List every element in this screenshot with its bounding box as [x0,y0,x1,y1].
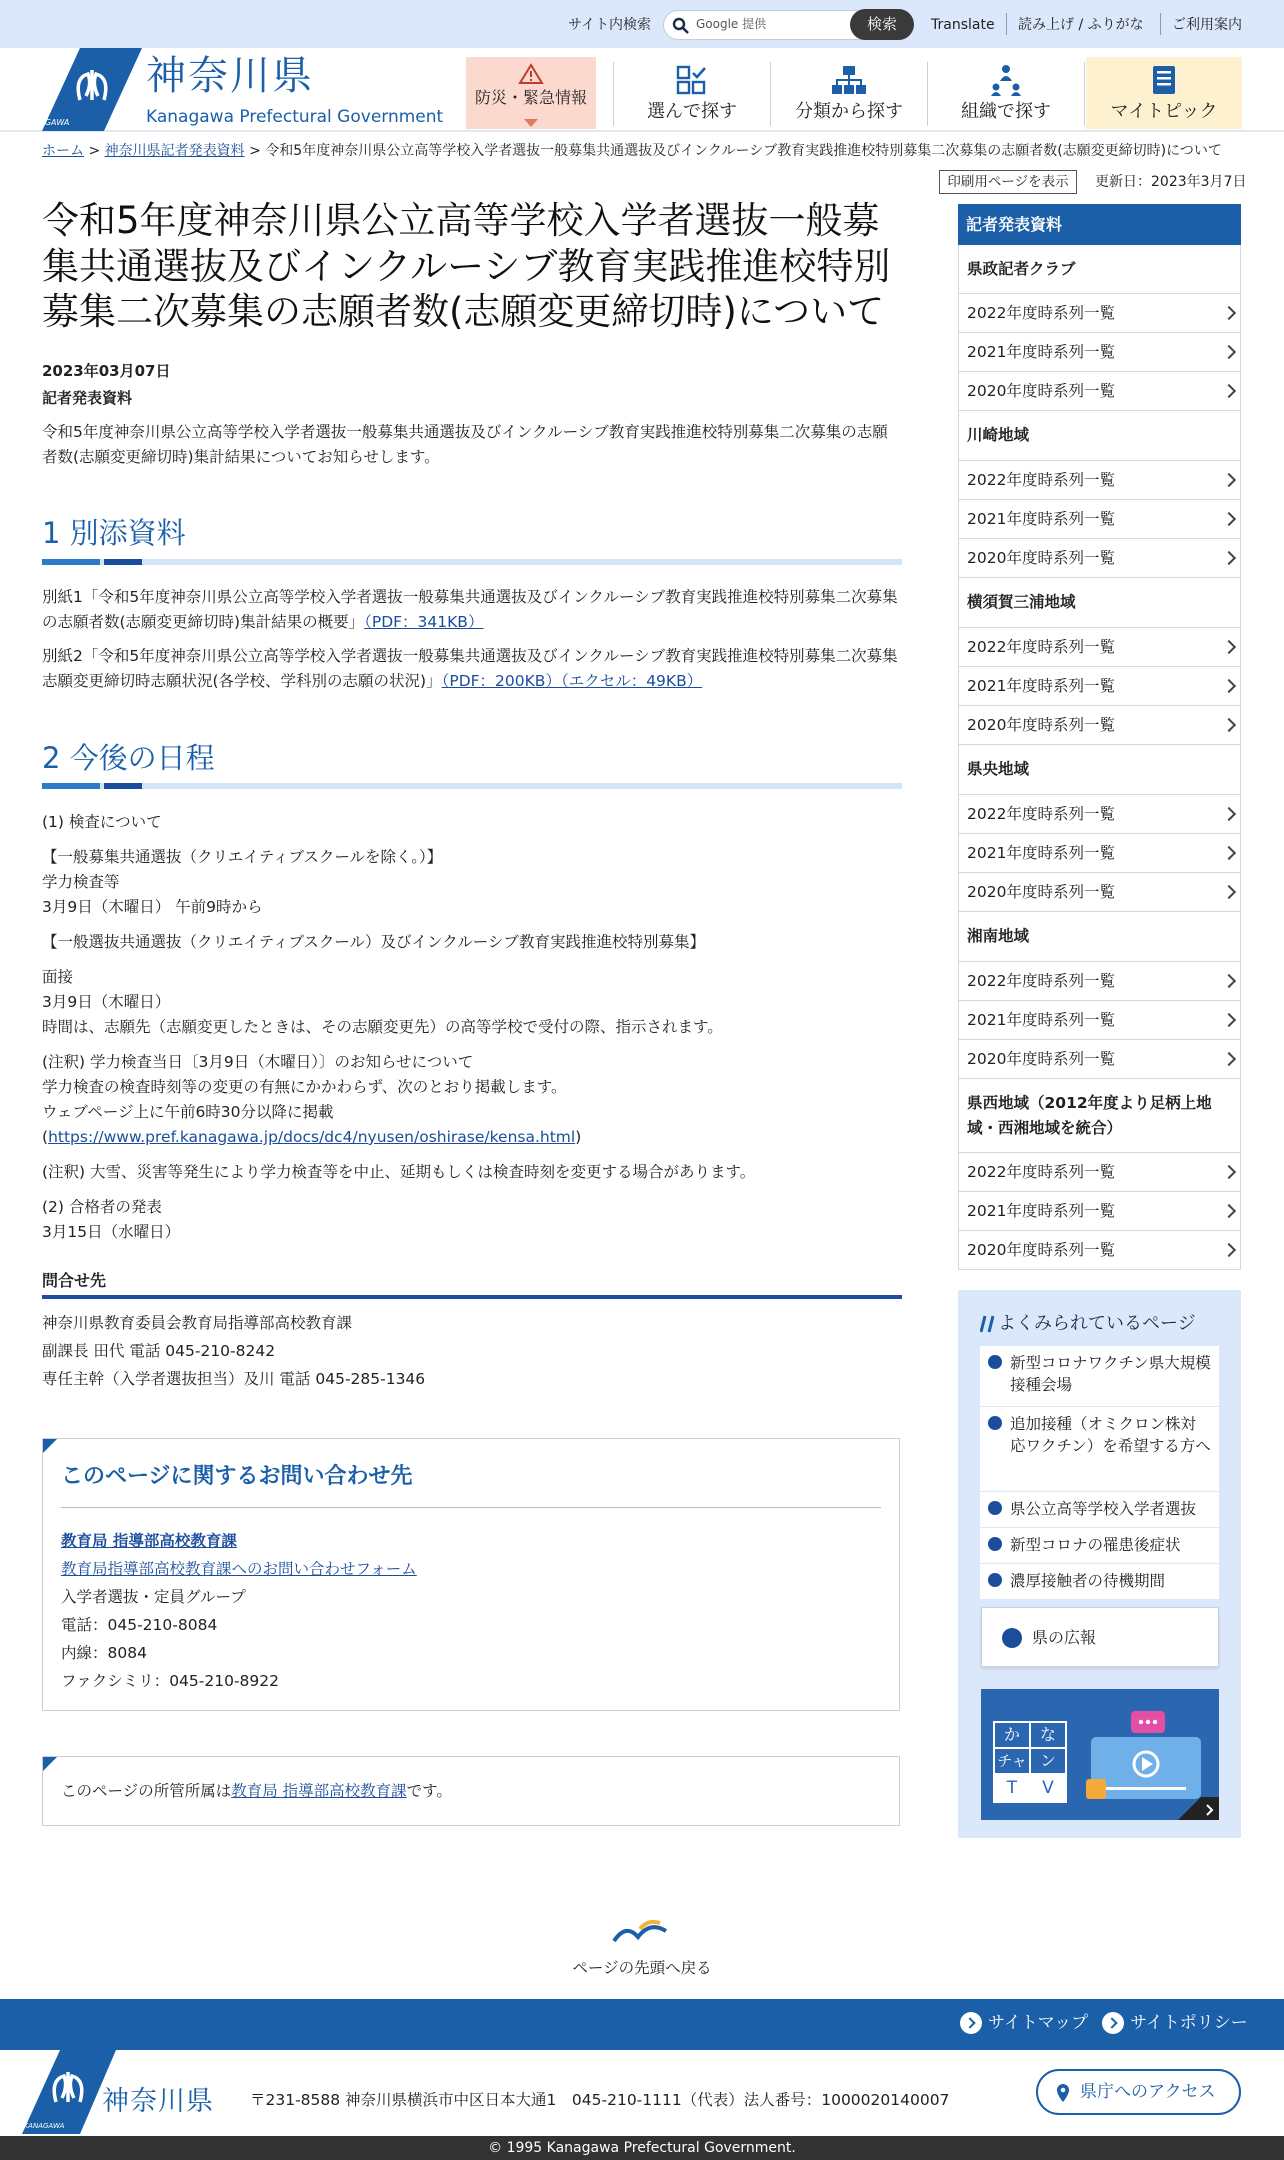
attachment-2-text: 別紙2「令和5年度神奈川県公立高等学校入学者選抜一般募集共通選抜及びインクルーシブ教育実践推進校特別募集二次募集志願変更締切時志願状況(各学校、学科別の志願の状況)」 [42,647,898,690]
hierarchy-icon [831,65,867,95]
search-placeholder: Google 提供 [696,17,767,31]
sidebar-item-label: 2021年度時系列一覧 [967,1010,1115,1029]
chevron-right-icon [1222,718,1236,732]
sidebar-item[interactable] [958,333,1241,372]
nav-mytopic-label: マイトピック [1110,101,1218,123]
schedule-line: 【一般選抜共通選抜（クリエイティブスクール）及びインクルーシブ教育実践推進校特別募集】 [42,933,705,951]
popular-item[interactable] [980,1492,1219,1527]
schedule-line: 学力検査の検査時刻等の変更の有無にかかわらず、次のとおり掲載します。 [42,1078,567,1096]
owner-box [42,1756,900,1826]
sidebar-item-label: 2022年度時系列一覧 [967,637,1115,656]
schedule-line: 3月15日（水曜日） [42,1223,181,1241]
sidebar-category[interactable]: 県政記者クラブ [958,245,1241,294]
exam-notice-link[interactable]: https://www.pref.kanagawa.jp/docs/dc4/nyusen/oshirase/kensa.html [48,1128,576,1146]
caret-down-icon [524,119,538,127]
sidebar-item-label: 2022年度時系列一覧 [967,470,1115,489]
breadcrumb-separator: > [244,143,266,159]
breadcrumb-current: 令和5年度神奈川県公立高等学校入学者選抜一般募集共通選抜及びインクルーシブ教育実践推進校特別募集二次募集の志願者数(志願変更締切時)について [265,143,1222,159]
schedule-line: (2) 合格者の発表 [42,1198,162,1216]
sidebar-item[interactable] [958,500,1241,539]
arrow-circle-icon [988,1501,1002,1515]
footer-logo-text: 神奈川県 [102,2086,214,2117]
chevron-right-icon [1222,640,1236,654]
nav-emergency[interactable] [466,57,596,129]
divider [1160,13,1161,35]
chevron-right-icon [1222,306,1236,320]
video-player-illustration [1081,1709,1211,1809]
article-type: 記者発表資料 [42,389,133,407]
sidebar-item[interactable] [958,539,1241,578]
logo-jp[interactable]: 神奈川県 [146,53,314,99]
popular-item-label: 新型コロナワクチン県大規模接種会場 [1010,1354,1211,1395]
attachment-2 [42,644,902,694]
schedule-line: 3月9日（木曜日） [42,993,171,1011]
guide-link[interactable]: ご利用案内 [1172,17,1242,33]
seagull-icon[interactable] [610,1915,670,1949]
print-button[interactable]: 印刷用ページを表示 [939,170,1077,194]
corner-arrow-icon [1177,1797,1219,1820]
contact-box [42,1438,900,1711]
document-list-icon [1150,64,1178,96]
sidebar-item-label: 2022年度時系列一覧 [967,1162,1115,1181]
sidebar-item-label: 2020年度時系列一覧 [967,882,1115,901]
sidebar-item[interactable] [958,667,1241,706]
chevron-right-icon [1222,384,1236,398]
breadcrumb [42,140,1222,162]
inquiry-line: 副課長 田代 電話 045-210-8242 [42,1342,276,1360]
paren: ( [42,1128,49,1146]
nav-emergency-label: 防災・緊急情報 [474,88,587,107]
schedule-line: 【一般募集共通選抜（クリエイティブスクールを除く。）】 [42,848,443,866]
contact-dept-link[interactable]: 教育局 指導部高校教育課 [61,1532,237,1550]
site-policy-label: サイトポリシー [1130,2013,1248,2033]
heading-underline [42,783,902,789]
sidebar-item-label: 2020年度時系列一覧 [967,715,1115,734]
divider [1006,13,1007,35]
arrow-circle-icon [988,1573,1002,1587]
sidebar-item-label: 2020年度時系列一覧 [967,1240,1115,1259]
schedule-line: 面接 [42,968,74,986]
chevron-right-icon [1222,1013,1236,1027]
sidebar-item[interactable] [958,1231,1241,1270]
chevron-right-icon [1222,345,1236,359]
kanachan-char: チャ [995,1749,1029,1773]
translate-link[interactable]: Translate [931,17,995,33]
section-heading-schedule: 2 今後の日程 [42,741,215,775]
site-search-label: サイト内検索 [568,17,652,33]
chevron-right-icon [1222,807,1236,821]
sidebar-item[interactable] [958,1040,1241,1079]
heading-underline [42,559,902,565]
koho-label: 県の広報 [1032,1628,1097,1647]
popular-item-label: 新型コロナの罹患後症状 [1010,1536,1181,1554]
sidebar-heading: 記者発表資料 [958,204,1241,245]
sidebar-item-label: 2020年度時系列一覧 [967,1049,1115,1068]
popular-item[interactable] [980,1346,1219,1406]
nav-category-label: 分類から探す [795,101,903,123]
nav-organization[interactable] [928,57,1084,129]
organization-icon [990,64,1022,96]
corner-mark [43,1757,57,1771]
owner-text [61,1779,452,1804]
copyright: © 1995 Kanagawa Prefectural Government. [0,2136,1284,2160]
arrow-circle-icon [960,2012,982,2034]
contact-phone: 電話：045-210-8084 [61,1616,218,1634]
kanachan-char: ン [1031,1749,1065,1773]
schedule-line: 学力検査等 [42,873,120,891]
popular-item[interactable] [980,1407,1219,1491]
sidebar-category[interactable]: 川崎地域 [958,411,1241,461]
inquiry-line: 神奈川県教育委員会教育局指導部高校教育課 [42,1314,353,1332]
sidebar-category[interactable]: 県西地域（2012年度より足柄上地域・西湘地域を統合） [958,1079,1241,1153]
inquiry-line: 専任主幹（入学者選抜担当）及川 電話 045-285-1346 [42,1370,426,1388]
sidebar-item[interactable] [958,1001,1241,1040]
sidebar-item[interactable] [958,1192,1241,1231]
sidebar-item[interactable] [958,834,1241,873]
sidebar-category[interactable]: 県央地域 [958,745,1241,795]
sidebar-item-label: 2021年度時系列一覧 [967,1201,1115,1220]
schedule-line: (注釈) 大雪、災害等発生により学力検査等を中止、延期もしくは検査時刻を変更する場合があります。 [42,1163,756,1181]
read-aloud-link[interactable]: 読み上げ / ふりがな [1018,17,1144,33]
nav-mytopic[interactable] [1086,57,1242,129]
section-heading-attachments: 1 別添資料 [42,516,186,550]
arrow-circle-icon [1002,1628,1022,1648]
updated-date: 更新日：2023年3月7日 [1095,174,1247,190]
schedule-line: 3月9日（木曜日） 午前9時から [42,898,263,916]
chevron-right-icon [1222,846,1236,860]
arrow-circle-icon [1102,2012,1124,2034]
chevron-right-icon [1222,885,1236,899]
chevron-right-icon [1222,1165,1236,1179]
sidebar-category[interactable]: 横須賀三浦地域 [958,578,1241,628]
popular-item[interactable] [980,1564,1219,1599]
kanachan-tv-banner[interactable] [981,1689,1219,1820]
sidebar-item[interactable] [958,706,1241,745]
corner-mark [43,1439,57,1453]
nav-choose-label: 選んで探す [647,101,737,123]
schedule-line: (1) 検査について [42,813,162,831]
contact-form-link[interactable]: 教育局指導部高校教育課へのお問い合わせフォーム [61,1560,417,1578]
attachment-1 [42,585,902,635]
contact-title: このページに関するお問い合わせ先 [61,1464,413,1489]
kanachan-char: T [1006,1778,1018,1798]
sidebar-item-label: 2020年度時系列一覧 [967,548,1115,567]
sidebar-item[interactable] [958,461,1241,500]
sidebar-item-label: 2021年度時系列一覧 [967,676,1115,695]
popular-title: よくみられているページ [998,1313,1196,1334]
paren: ) [575,1128,582,1146]
double-slash-icon [980,1314,996,1334]
contact-divider [61,1507,881,1508]
schedule-line: (注釈) 学力検査当日〔3月9日（木曜日）〕のお知らせについて [42,1053,474,1071]
popular-item-label: 濃厚接触者の待機期間 [1010,1572,1166,1590]
logo-en[interactable]: Kanagawa Prefectural Government [146,107,444,127]
breadcrumb-home[interactable]: ホーム [42,143,84,159]
schedule-url-line [42,1125,902,1150]
nav-choose[interactable] [614,57,770,129]
sidebar-item-label: 2020年度時系列一覧 [967,381,1115,400]
page-title: 令和5年度神奈川県公立高等学校入学者選抜一般募集共通選抜及びインクルーシブ教育実践推進校特別募集二次募集の志願者数(志願変更締切時)について [42,199,891,333]
intro-text: 令和5年度神奈川県公立高等学校入学者選抜一般募集共通選抜及びインクルーシブ教育実践推進校特別募集二次募集の志願者数(志願変更締切時)集計結果についてお知らせします。 [42,423,888,466]
site-policy-link[interactable] [1102,2010,1248,2037]
sidebar-item[interactable] [958,962,1241,1001]
chevron-right-icon [1222,473,1236,487]
sitemap-link[interactable] [960,2010,1088,2037]
sidebar-item[interactable] [958,1153,1241,1192]
access-button[interactable] [1036,2069,1241,2115]
page-top-link[interactable]: ページの先頭へ戻る [572,1959,712,1977]
chevron-right-icon [1222,1204,1236,1218]
footer-link-bar [0,1999,1284,2050]
schedule-line: ウェブページ上に午前6時30分以降に掲載 [42,1103,334,1121]
footer-address: 〒231-8588 神奈川県横浜市中区日本大通1 045-210-1111（代表）法人番号：1000020140007 [250,2091,950,2109]
search-icon [672,17,690,35]
kanachan-char: か [995,1723,1029,1747]
chevron-right-icon [1222,1243,1236,1257]
sidebar-item[interactable] [958,795,1241,834]
sidebar-item-label: 2022年度時系列一覧 [967,971,1115,990]
sidebar-category[interactable]: 湘南地域 [958,912,1241,962]
chevron-right-icon [1222,1052,1236,1066]
kanachan-char: V [1042,1778,1054,1798]
contact-fax: ファクシミリ：045-210-8922 [61,1672,279,1690]
sidebar-item[interactable] [958,628,1241,667]
sidebar-item[interactable] [958,372,1241,411]
popular-item-label: 追加接種（オミクロン株対応ワクチン）を希望する方へ [1010,1415,1211,1456]
attachment-2-links[interactable]: （PDF：200KB）（エクセル：49KB） [441,671,703,690]
arrow-circle-icon [988,1416,1002,1430]
map-pin-icon [1055,2083,1071,2103]
grid-check-icon [676,65,708,95]
owner-dept-link[interactable]: 教育局 指導部高校教育課 [231,1782,407,1800]
sidebar-item-label: 2021年度時系列一覧 [967,843,1115,862]
footer-logo-small-text: KANAGAWA [23,2122,65,2130]
sidebar-item[interactable] [958,873,1241,912]
kanachan-logo-block [993,1721,1067,1803]
search-button[interactable]: 検索 [850,9,914,40]
utility-bar [0,0,1284,48]
chevron-right-icon [1222,974,1236,988]
arrow-circle-icon [988,1537,1002,1551]
inquiry-heading: 問合せ先 [42,1271,107,1290]
breadcrumb-separator: > [84,143,105,159]
publish-date: 2023年03月07日 [42,362,171,380]
contact-group: 入学者選抜・定員グループ [61,1588,246,1606]
popular-item-label: 県公立高等学校入学者選抜 [1010,1500,1197,1518]
sitemap-label: サイトマップ [988,2013,1089,2033]
chevron-right-icon [1222,551,1236,565]
sidebar-item-label: 2022年度時系列一覧 [967,804,1115,823]
popular-item[interactable] [980,1528,1219,1563]
kanachan-char: な [1031,1723,1065,1747]
nav-category[interactable] [771,57,927,129]
nav-organization-label: 組織で探す [961,101,1051,123]
logo-small-text: KANAGAWA [22,118,70,127]
attachment-1-text: 別紙1「令和5年度神奈川県公立高等学校入学者選抜一般募集共通選抜及びインクルーシブ教育実践推進校特別募集二次募集の志願者数(志願変更締切時)集計結果の概要」 [42,588,898,631]
sidebar-item-label: 2021年度時系列一覧 [967,342,1115,361]
contact-extension: 内線：8084 [61,1644,147,1662]
owner-suffix: です。 [406,1782,452,1800]
breadcrumb-section[interactable]: 神奈川県記者発表資料 [104,143,245,159]
sidebar-item-label: 2022年度時系列一覧 [967,303,1115,322]
sidebar-item-label: 2021年度時系列一覧 [967,509,1115,528]
access-label: 県庁へのアクセス [1080,2082,1216,2102]
warning-icon [518,63,544,85]
schedule-line: 時間は、志願先（志願変更したときは、その志願変更先）の高等学校で受付の際、指示されます。 [42,1018,723,1036]
chevron-right-icon [1222,512,1236,526]
sidebar-item[interactable] [958,294,1241,333]
arrow-circle-icon [988,1355,1002,1369]
nav-divider [1084,62,1085,126]
koho-button[interactable] [981,1607,1219,1667]
attachment-1-pdf-link[interactable]: （PDF：341KB） [364,612,484,631]
chevron-right-icon [1222,679,1236,693]
inquiry-underline [42,1295,902,1299]
owner-prefix: このページの所管所属は [61,1782,232,1800]
